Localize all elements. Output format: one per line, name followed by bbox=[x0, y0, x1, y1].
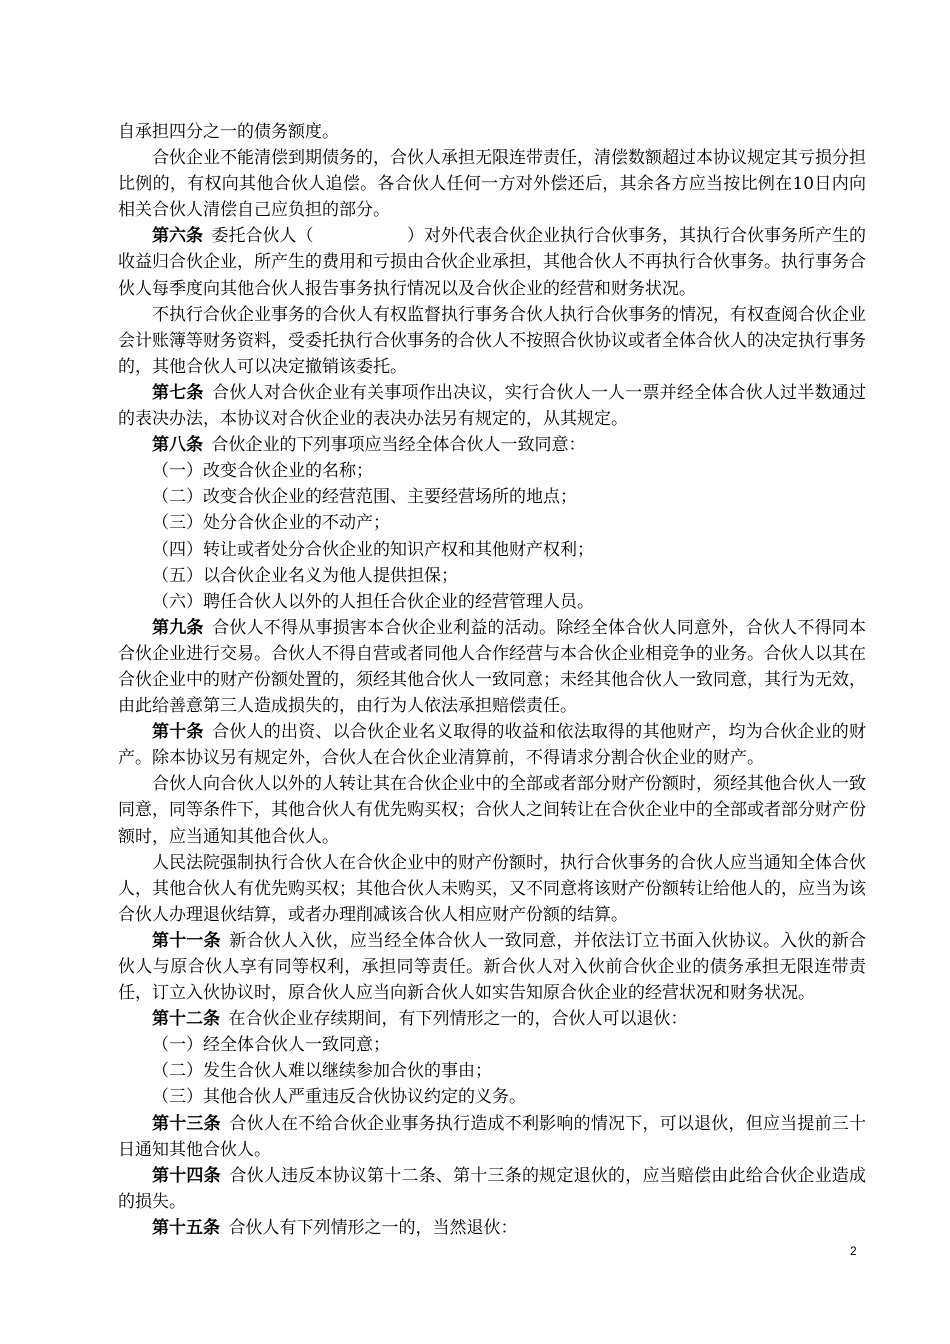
article-8-item: （三）处分合伙企业的不动产； bbox=[152, 513, 390, 534]
article-8-label: 第八条 bbox=[152, 435, 203, 456]
article-8 bbox=[118, 432, 866, 458]
document-body bbox=[118, 119, 866, 1241]
paragraph-supervision: 不执行合伙企业事务的合伙人有权监督执行事务合伙人执行合伙事务的情况，有权查阅合伙企业会计账簿等财务资料，受委托执行合伙事务的合伙人不按照合伙协议或者全体合伙人的决定执行事务的，其他合伙人可以决定撤销该委托。 bbox=[118, 304, 866, 377]
article-6-label: 第六条 bbox=[152, 226, 203, 247]
article-10-text: 合伙人的出资、以合伙企业名义取得的收益和依法取得的其他财产，均为合伙企业的财产。除本协议另有规定外，合伙人在合伙企业清算前，不得请求分割合伙企业的财产。 bbox=[118, 722, 867, 769]
article-8-text: 合伙企业的下列事项应当经全体合伙人一致同意： bbox=[211, 435, 586, 456]
article-14-text: 合伙人违反本协议第十二条、第十三条的规定退伙的，应当赔偿由此给合伙企业造成的损失。 bbox=[118, 1165, 867, 1212]
article-14-label: 第十四条 bbox=[152, 1165, 221, 1186]
article-6 bbox=[118, 223, 866, 301]
article-11-label: 第十一条 bbox=[152, 930, 221, 951]
article-12 bbox=[118, 1006, 866, 1032]
article-8-item: （二）改变合伙企业的经营范围、主要经营场所的地点； bbox=[152, 487, 577, 508]
article-7-label: 第七条 bbox=[152, 382, 204, 403]
article-15-label: 第十五条 bbox=[152, 1217, 220, 1238]
article-8-item: （六）聘任合伙人以外的人担任合伙企业的经营管理人员。 bbox=[152, 591, 594, 612]
article-7-text: 合伙人对合伙企业有关事项作出决议，实行合伙人一人一票并经全体合伙人过半数通过的表决办法，本协议对合伙企业的表决办法另有规定的，从其规定。 bbox=[118, 382, 867, 430]
article-10-label: 第十条 bbox=[152, 722, 204, 743]
article-7 bbox=[118, 380, 866, 432]
article-11 bbox=[118, 928, 866, 1006]
article-8-item: （五）以合伙企业名义为他人提供担保； bbox=[152, 565, 458, 586]
article-9-label: 第九条 bbox=[152, 617, 204, 638]
paragraph-debt-share: 自承担四分之一的债务额度。 bbox=[118, 122, 339, 142]
article-12-label: 第十二条 bbox=[152, 1009, 220, 1030]
article-12-item: （二）发生合伙人难以继续参加合伙的事由； bbox=[152, 1061, 492, 1082]
article-14 bbox=[118, 1163, 866, 1215]
article-12-item: （三）其他合伙人严重违反合伙协议约定的义务。 bbox=[152, 1087, 526, 1108]
page-number: 2 bbox=[850, 1244, 857, 1258]
article-13-label: 第十三条 bbox=[152, 1113, 221, 1134]
paragraph-court-enforcement: 人民法院强制执行合伙人在合伙企业中的财产份额时，执行合伙事务的合伙人应当通知全体合伙人，其他合伙人有优先购买权；其他合伙人未购买，又不同意将该财产份额转让给他人的，应当为该合伙人办理退伙结算，或者办理削减该合伙人相应财产份额的结算。 bbox=[118, 852, 866, 925]
article-13-text: 合伙人在不给合伙企业事务执行造成不利影响的情况下，可以退伙，但应当提前三十日通知其他合伙人。 bbox=[118, 1113, 867, 1160]
article-12-text: 在合伙企业存续期间，有下列情形之一的，合伙人可以退伙： bbox=[228, 1009, 688, 1030]
article-13 bbox=[118, 1111, 866, 1163]
article-6-text-before: 委托合伙人（ bbox=[211, 226, 314, 247]
article-8-item: （四）转让或者处分合伙企业的知识产权和其他财产权利； bbox=[152, 539, 594, 560]
article-6-text-after: ）对外代表合伙企业执行合伙事务，其执行合伙事务所产生的收益归合伙企业，所产生的费用和亏损由合伙企业承担，其他合伙人不再执行合伙事务。执行事务合伙人每季度向其他合伙人报告事务执行情况以及合伙企业的经营和财务状况。 bbox=[118, 226, 866, 299]
article-11-text: 新合伙人入伙，应当经全体合伙人一致同意，并依法订立书面入伙协议。入伙的新合伙人与原合伙人享有同等权利，承担同等责任。新合伙人对入伙前合伙企业的债务承担无限连带责任，订立入伙协议时，原合伙人应当向新合伙人如实告知原合伙企业的经营状况和财务状况。 bbox=[118, 930, 867, 1004]
article-12-item: （一）经全体合伙人一致同意； bbox=[152, 1035, 390, 1056]
article-15 bbox=[118, 1215, 866, 1241]
article-9 bbox=[118, 615, 866, 719]
paragraph-unlimited-liability: 合伙企业不能清偿到期债务的，合伙人承担无限连带责任，清偿数额超过本协议规定其亏损分担比例的，有权向其他合伙人追偿。各合伙人任何一方对外偿还后，其余各方应当按比例在10日内向相关合伙人清偿自己应负担的部分。 bbox=[118, 148, 866, 221]
article-10 bbox=[118, 719, 866, 771]
article-8-item: （一）改变合伙企业的名称； bbox=[152, 461, 373, 482]
article-9-text: 合伙人不得从事损害本合伙企业利益的活动。除经全体合伙人同意外，合伙人不得同本合伙企业进行交易。合伙人不得自营或者同他人合作经营与本合伙企业相竞争的业务。合伙人以其在合伙企业中的财产份额处置的，须经其他合伙人一致同意；未经其他合伙人一致同意，其行为无效，由此给善意第三人造成损失的，由行为人依法承担赔偿责任。 bbox=[118, 617, 867, 717]
article-15-text: 合伙人有下列情形之一的，当然退伙： bbox=[228, 1217, 518, 1238]
paragraph-transfer: 合伙人向合伙人以外的人转让其在合伙企业中的全部或者部分财产份额时，须经其他合伙人一致同意，同等条件下，其他合伙人有优先购买权；合伙人之间转让在合伙企业中的全部或者部分财产份额时，应当通知其他合伙人。 bbox=[118, 774, 866, 847]
